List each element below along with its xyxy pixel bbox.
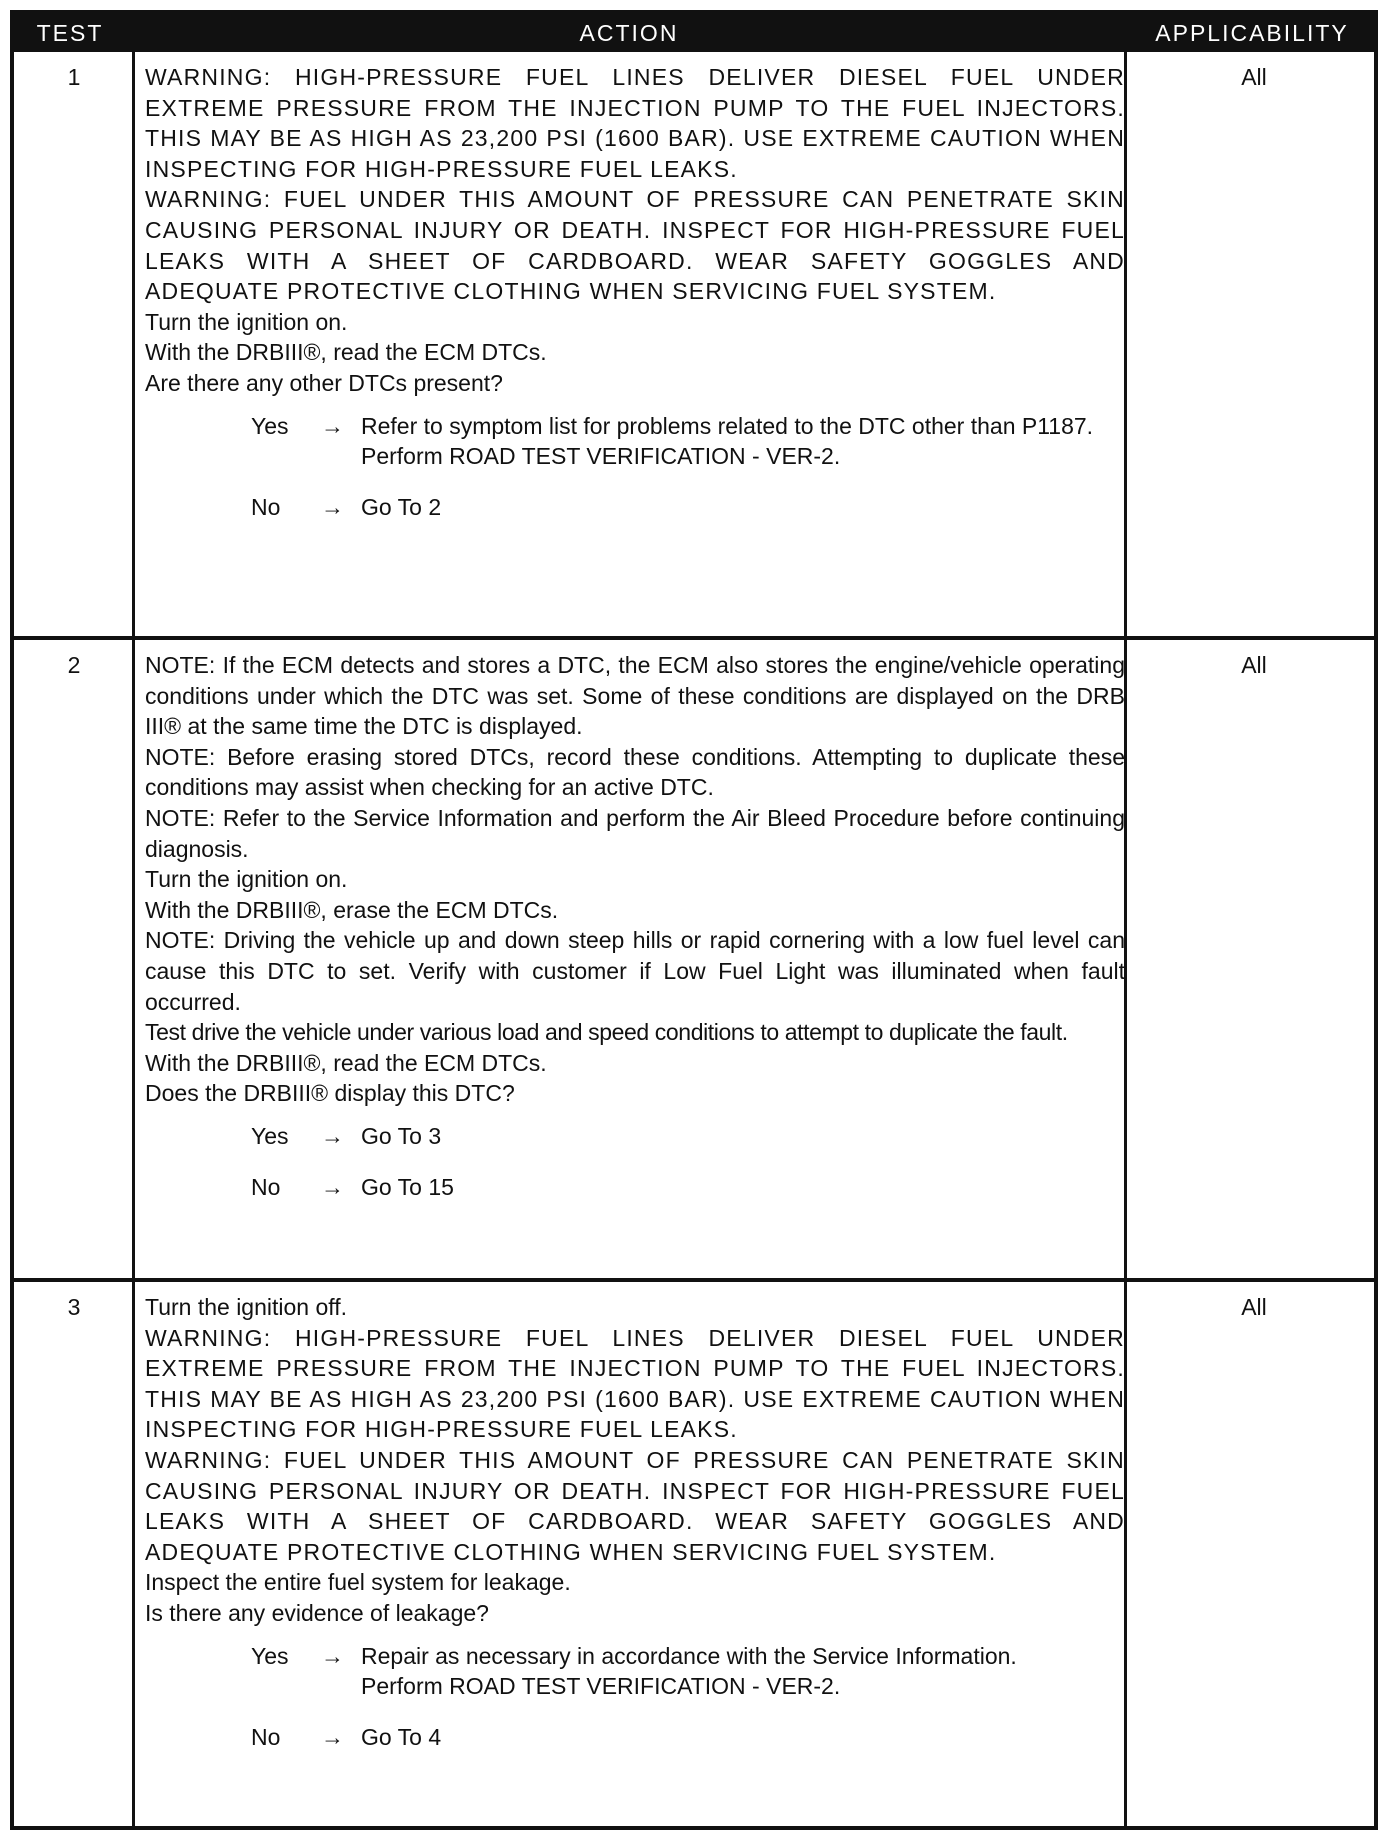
result-text: Go To 4 (361, 1723, 442, 1750)
header-applicability: APPLICABILITY (1155, 20, 1349, 46)
applicability-value: All (1241, 1294, 1267, 1320)
test-number: 3 (67, 1294, 81, 1320)
result-no (145, 1722, 1125, 1753)
no-label: No (251, 1173, 281, 1200)
table-row (14, 636, 1374, 1278)
action-cell (145, 650, 1125, 1202)
step-text: Turn the ignition off. (145, 1294, 348, 1320)
arrow-icon: → (321, 1122, 344, 1149)
result-yes (145, 1641, 1125, 1702)
yes-label: Yes (251, 1122, 289, 1149)
warning-text: WARNING: FUEL UNDER THIS AMOUNT OF PRESSURE CAN PENETRATE SKIN CAUSING PERSONAL INJURY OR DEATH. INSPECT FOR HIGH-PRESSURE FUEL LEAKS WITH A SHEET OF CARDBOARD. WEAR SAFETY GOGGLES AND ADEQUATE PROTECTIVE CLOTHING WHEN SERVICING FUEL SYSTEM. (145, 186, 1125, 305)
applicability-value: All (1241, 652, 1267, 678)
result-yes (145, 1121, 1125, 1152)
result-no (145, 1172, 1125, 1203)
action-cell (145, 62, 1125, 522)
step-text: Turn the ignition on. (145, 866, 348, 893)
table-row (14, 52, 1374, 636)
step-text: With the DRBIII®, read the ECM DTCs. (145, 339, 547, 366)
result-text: Go To 2 (361, 493, 442, 520)
yes-label: Yes (251, 412, 289, 439)
result-text: Repair as necessary in accordance with the Service Information. (361, 1642, 1017, 1669)
result-text: Perform ROAD TEST VERIFICATION - VER-2. (361, 443, 841, 470)
table-header (14, 14, 1374, 52)
header-test: TEST (36, 20, 104, 46)
action-cell (145, 1292, 1125, 1752)
note-text: NOTE: Driving the vehicle up and down steep hills or rapid cornering with a low fuel level can cause this DTC to set. Verify with customer if Low Fuel Light was illuminated when fault occurred. (145, 927, 1125, 1015)
note-text: NOTE: Refer to the Service Information and perform the Air Bleed Procedure before continuing diagnosis. (145, 804, 1125, 862)
arrow-icon: → (321, 493, 344, 520)
result-text: Refer to symptom list for problems related to the DTC other than P1187. (361, 412, 1094, 439)
warning-text: WARNING: HIGH-PRESSURE FUEL LINES DELIVER DIESEL FUEL UNDER EXTREME PRESSURE FROM THE INJECTION PUMP TO THE FUEL INJECTORS. THIS MAY BE AS HIGH AS 23,200 PSI (1600 BAR). USE EXTREME CAUTION WHEN INSPECTING FOR HIGH-PRESSURE FUEL LEAKS. (145, 1324, 1125, 1443)
header-action: ACTION (579, 20, 679, 46)
test-number: 2 (67, 652, 81, 678)
question-text: Is there any evidence of leakage? (145, 1599, 489, 1626)
note-text: NOTE: If the ECM detects and stores a DTC, the ECM also stores the engine/vehicle operating conditions under which the DTC was set. Some of these conditions are displayed on the DRB III® at the same time the DTC is displayed. (145, 652, 1125, 740)
step-text: Test drive the vehicle under various load and speed conditions to attempt to duplicate the fault. (145, 1019, 1068, 1046)
table-row (14, 1278, 1374, 1826)
result-text: Go To 15 (361, 1173, 454, 1200)
step-text: Turn the ignition on. (145, 308, 348, 335)
yes-label: Yes (251, 1642, 289, 1669)
arrow-icon: → (321, 1173, 344, 1200)
warning-text: WARNING: HIGH-PRESSURE FUEL LINES DELIVER DIESEL FUEL UNDER EXTREME PRESSURE FROM THE INJECTION PUMP TO THE FUEL INJECTORS. THIS MAY BE AS HIGH AS 23,200 PSI (1600 BAR). USE EXTREME CAUTION WHEN INSPECTING FOR HIGH-PRESSURE FUEL LEAKS. (145, 64, 1125, 182)
warning-text: WARNING: FUEL UNDER THIS AMOUNT OF PRESSURE CAN PENETRATE SKIN CAUSING PERSONAL INJURY OR DEATH. INSPECT FOR HIGH-PRESSURE FUEL LEAKS WITH A SHEET OF CARDBOARD. WEAR SAFETY GOGGLES AND ADEQUATE PROTECTIVE CLOTHING WHEN SERVICING FUEL SYSTEM. (145, 1446, 1125, 1565)
arrow-icon: → (321, 1642, 344, 1669)
result-text: Go To 3 (361, 1122, 442, 1149)
step-text: With the DRBIII®, erase the ECM DTCs. (145, 896, 559, 923)
no-label: No (251, 493, 281, 520)
step-text: With the DRBIII®, read the ECM DTCs. (145, 1049, 547, 1076)
result-no (145, 492, 1125, 523)
question-text: Are there any other DTCs present? (145, 369, 503, 396)
result-yes (145, 411, 1125, 472)
no-label: No (251, 1723, 281, 1750)
step-text: Inspect the entire fuel system for leakage. (145, 1569, 571, 1596)
diagnostic-test-table (10, 10, 1378, 1830)
applicability-value: All (1241, 64, 1267, 90)
arrow-icon: → (321, 412, 344, 439)
test-number: 1 (67, 64, 81, 90)
arrow-icon: → (321, 1723, 344, 1750)
question-text: Does the DRBIII® display this DTC? (145, 1080, 515, 1107)
result-text: Perform ROAD TEST VERIFICATION - VER-2. (361, 1673, 841, 1700)
note-text: NOTE: Before erasing stored DTCs, record these conditions. Attempting to duplicate these conditions may assist when checking for an active DTC. (145, 743, 1125, 801)
